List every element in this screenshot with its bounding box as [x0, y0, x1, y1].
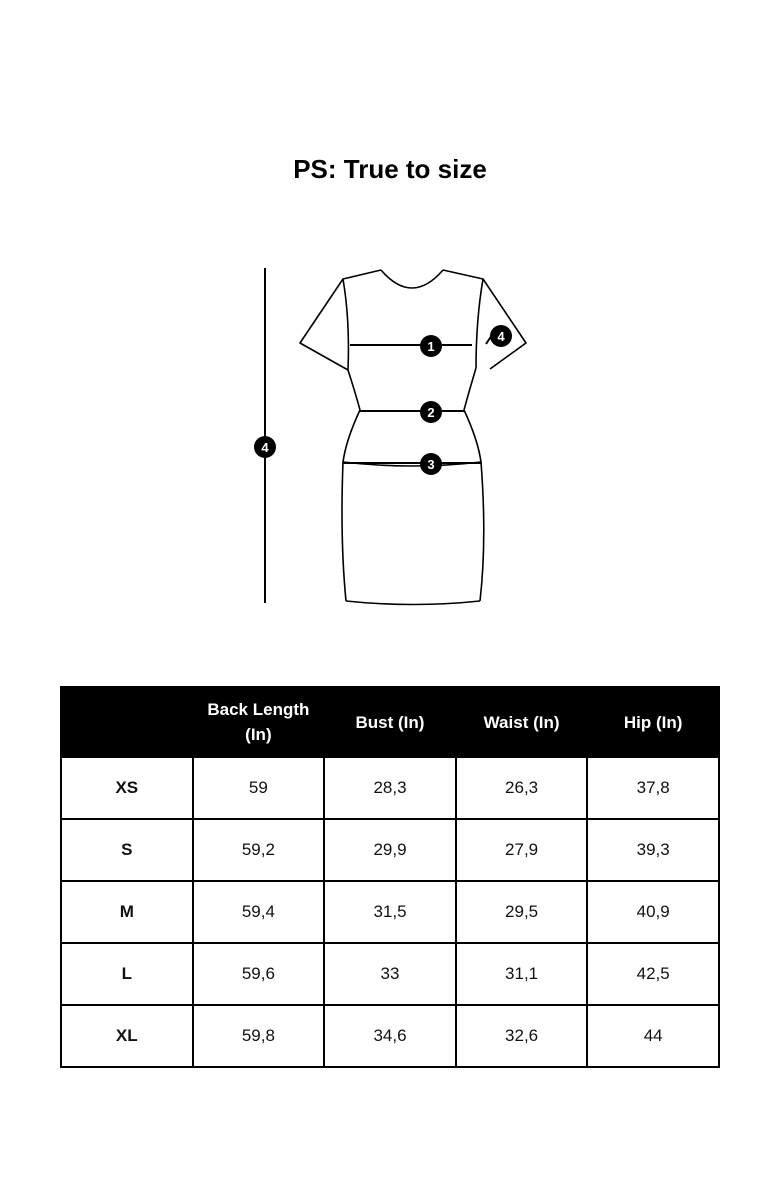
back-length-cell: 59,6 [193, 943, 325, 1005]
hip-cell: 39,3 [587, 819, 719, 881]
bust-cell: 33 [324, 943, 456, 1005]
size-label: XS [61, 757, 193, 819]
marker-3-icon [420, 453, 442, 475]
table-row [61, 1005, 719, 1067]
size-label: S [61, 819, 193, 881]
svg-text:1: 1 [427, 339, 435, 354]
marker-4-sleeve-icon [490, 325, 512, 347]
header-empty [61, 687, 193, 757]
table-row [61, 943, 719, 1005]
svg-text:2: 2 [427, 405, 435, 420]
bust-cell: 28,3 [324, 757, 456, 819]
table-header-row [61, 687, 719, 757]
waist-cell: 29,5 [456, 881, 588, 943]
hip-cell: 37,8 [587, 757, 719, 819]
waist-cell: 26,3 [456, 757, 588, 819]
size-label: XL [61, 1005, 193, 1067]
marker-1-icon [420, 335, 442, 357]
svg-text:3: 3 [427, 457, 435, 472]
hip-cell: 44 [587, 1005, 719, 1067]
size-chart-table [60, 686, 720, 1068]
table-row [61, 757, 719, 819]
header-hip: Hip (In) [587, 687, 719, 757]
svg-text:4: 4 [261, 440, 269, 455]
svg-text:4: 4 [497, 329, 505, 344]
marker-4-length-icon [254, 436, 276, 458]
bust-cell: 34,6 [324, 1005, 456, 1067]
bust-cell: 31,5 [324, 881, 456, 943]
header-bust: Bust (In) [324, 687, 456, 757]
back-length-cell: 59,8 [193, 1005, 325, 1067]
back-length-cell: 59,4 [193, 881, 325, 943]
waist-cell: 27,9 [456, 819, 588, 881]
back-length-cell: 59 [193, 757, 325, 819]
dress-outline [300, 270, 526, 605]
hip-cell: 42,5 [587, 943, 719, 1005]
table-row [61, 881, 719, 943]
size-label: M [61, 881, 193, 943]
waist-cell: 31,1 [456, 943, 588, 1005]
size-label: L [61, 943, 193, 1005]
page-title: PS: True to size [293, 154, 487, 184]
header-waist: Waist (In) [456, 687, 588, 757]
table-row [61, 819, 719, 881]
waist-cell: 32,6 [456, 1005, 588, 1067]
back-length-cell: 59,2 [193, 819, 325, 881]
hip-cell: 40,9 [587, 881, 719, 943]
marker-2-icon [420, 401, 442, 423]
bust-cell: 29,9 [324, 819, 456, 881]
header-back-length: Back Length (In) [193, 687, 325, 757]
